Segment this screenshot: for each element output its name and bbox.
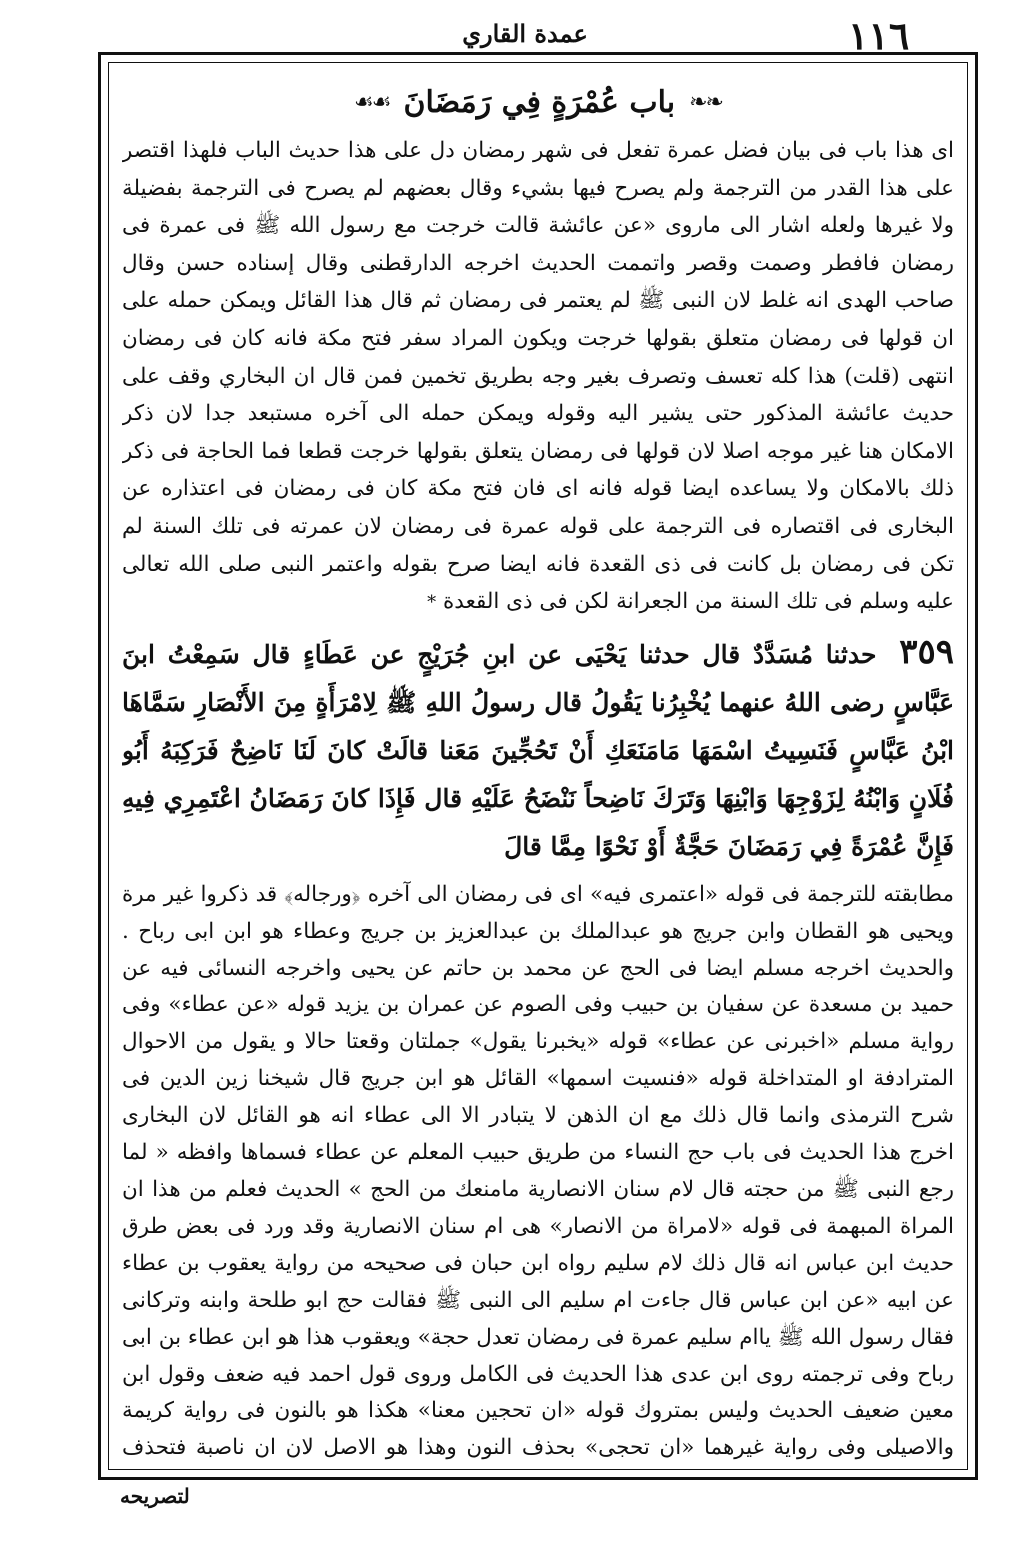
ornament-left-icon: ☙☙ [354,89,390,115]
page-content [122,76,954,1460]
catchword: لتصريحه [120,1484,190,1508]
chapter-title: باب عُمْرَةٍ فِي رَمَضَانَ [403,84,676,120]
running-head: عمدة القاري [462,19,588,48]
hadith-block [122,628,954,871]
intro-paragraph [122,132,954,622]
ornament-right-icon: ❧❧ [689,89,722,115]
hadith-number: ٣٥٩ [899,631,954,672]
chapter-heading [122,76,954,128]
commentary-paragraph: مطابقته للترجمة فى قوله «اعتمرى فيه» اى فى رمضان الى آخره ﴿ورجاله﴾ قد ذكروا غير مرة ويحيى هو القطان وابن جريج هو عبدالملك بن عبدالعزيز بن جريج وعطاء هو ابن ابى رباح . والحديث اخرجه مسلم ايضا فى الحج عن محمد بن حاتم عن يحيى واخرجه النسائى فيه عن حميد بن مسعدة عن سفيان بن حبيب وفى الصوم عن عمران بن يزيد قوله «عن عطاء» وفى رواية مسلم «اخبرنى عن عطاء» قوله «يخبرنا يقول» جملتان وقعتا حالا و يقول من الاحوال المترادفة او المتداخلة قوله «فنسيت اسمها» القائل هو ابن جريج قال شيخنا زين الدين فى شرح الترمذى وانما قال ذلك مع ان الذهن لا يتبادر الا الى عطاء انه هو القائل لان البخارى اخرج هذا الحديث فى باب حج النساء من طريق حبيب المعلم عن عطاء فسماها وافظه « لما رجع النبى ﷺ من حجته قال لام سنان الانصارية مامنعك من الحج » الحديث فعلم من هذا ان المراة المبهمة فى قوله «لامراة من الانصار» هى ام سنان الانصارية وقد ورد فى بعض طرق حديث ابن عباس انه قال ذلك لام سليم رواه ابن حبان فى صحيحه من رواية يعقوب بن عطاء عن ابيه «عن ابن عباس قال جاءت ام سليم الى النبى ﷺ فقالت حج ابو طلحة وابنه وتركانى فقال رسول الله ﷺ ياام سليم عمرة فى رمضان تعدل حجة» ويعقوب هذا هو ابن عطاء بن ابى رباح وفى ترجمته روى ابن عدى هذا الحديث فى الكامل وروى قول احمد فيه ضعف وقول ابن معين ضعيف الحديث وليس بمتروك قوله «ان تحجين معنا» هكذا هو بالنون فى رواية كريمة والاصيلى وفى رواية غيرهما «ان تحجى» بحذف النون وهذا هو الاصل لان ان ناصبة فتحذف [122,881,954,1460]
intro-end-mark: * [427,592,437,614]
intro-text: اى هذا باب فى بيان فضل عمرة تفعل فى شهر رمضان دل على هذا حديث الباب فلهذا اقتصر على هذا القدر من الترجمة ولم يصرح فيها بشيء وقال بعضهم لم يصرح فى الترجمة بفضيلة ولا غيرها ولعله اشار الى ماروى «عن عائشة قالت خرجت مع رسول الله ﷺ فى عمرة فى رمضان فافطر وصمت وقصر واتممت الحديث اخرجه الدارقطنى وقال إسناده حسن وقال صاحب الهدى انه غلط لان النبى ﷺ لم يعتمر فى رمضان ثم قال هذا القائل ويمكن حمله على ان قولها فى رمضان متعلق بقولها خرجت ويكون المراد سفر فتح مكة فانه كان فى رمضان انتهى (قلت) هذا كله تعسف وتصرف بغير وجه بطريق تخمين فمن قال ان البخاري وقف على حديث عائشة المذكور حتى يشير اليه وقوله ويمكن حمله الى آخره مستبعد جدا لان ذكر الامكان هنا غير موجه اصلا لان قولها فى رمضان يتعلق بقولها خرجت قطعا فما الحاجة فى ذكر ذلك بالامكان ولا يساعده ايضا قوله فانه اى فان فتح مكة كان فى رمضان فى اعتذاره عن البخارى فى اقتصاره فى الترجمة على قوله عمرة فى رمضان لان عمرته فى تلك السنة لم تكن فى رمضان بل كانت فى ذى القعدة فانه ايضا صرح بقوله واعتمر النبى صلى الله تعالى عليه وسلم فى تلك السنة من الجعرانة لكن فى ذى القعدة [122,138,954,615]
page-number: ١١٦ [848,13,910,58]
hadith-text: حدثنا مُسَدَّدٌ قال حدثنا يَحْيَى عن ابنِ جُرَيْجٍ عن عَطَاءٍ قال سَمِعْتُ ابنَ عَبَّاسٍ رضى اللهُ عنهما يُخْبِرُنا يَقُولُ قال رسولُ اللهِ ﷺ لِامْرَأَةٍ مِنَ الأَنْصَارِ سَمَّاهَا ابْنُ عَبَّاسٍ فَنَسِيتُ اسْمَهَا مَامَنَعَكِ أَنْ تَحُجِّينَ مَعَنا قالَتْ كانَ لَنَا نَاضِحٌ فَرَكِبَهُ أَبُو فُلَانٍ وَابْنُهُ لِزَوْجِهَا وَابْنِهَا وَتَرَكَ نَاضِحاً نَنْضَحُ عَلَيْهِ قال فَإِذَا كانَ رَمَضَانُ اعْتَمِرِي فِيهِ فَإِنَّ عُمْرَةً فِي رَمَضَانَ حَجَّةٌ أَوْ نَحْوًا مِمَّا قالَ [122,639,954,861]
